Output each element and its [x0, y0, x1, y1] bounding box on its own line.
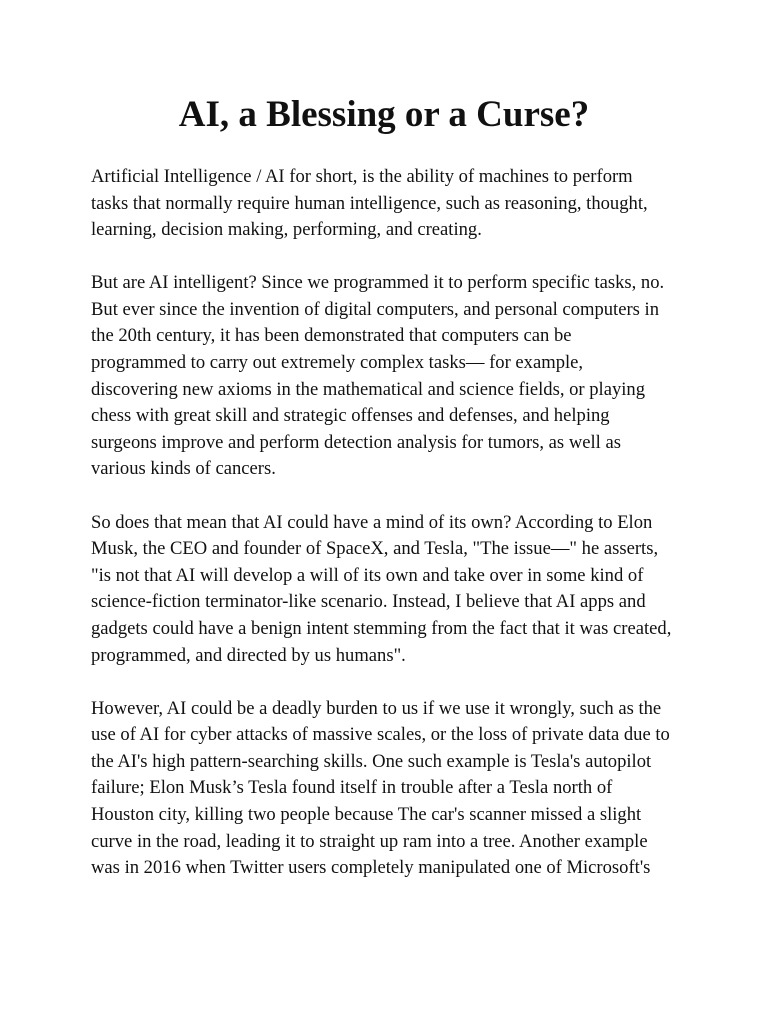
text-line: But are AI intelligent? Since we programmed it to perform specific tasks, no. [91, 272, 665, 294]
text-line: chess with great skill and strategic offenses and defenses, and helping [91, 405, 610, 427]
paragraph-ai-intelligence [91, 270, 691, 483]
text-line: learning, decision making, performing, and creating. [91, 219, 482, 241]
text-line: Artificial Intelligence / AI for short, is the ability of machines to perform [91, 166, 633, 187]
text-line: Houston city, killing two people because The car's scanner missed a slight [91, 803, 642, 825]
paragraph-elon-musk-quote [91, 510, 691, 670]
document-body [91, 164, 691, 908]
text-line: science-fiction terminator-like scenario. Instead, I believe that AI apps and [91, 591, 646, 613]
text-line: programmed, and directed by us humans". [91, 644, 406, 666]
text-line: various kinds of cancers. [91, 458, 276, 480]
paragraph-ai-dangers [91, 696, 691, 882]
text-line: discovering new axioms in the mathematical and science fields, or playing [91, 378, 646, 400]
text-line: However, AI could be a deadly burden to us if we use it wrongly, such as the [91, 697, 662, 719]
text-line: use of AI for cyber attacks of massive scales, or the loss of private data due to [91, 724, 670, 746]
text-line: tasks that normally require human intelligence, such as reasoning, thought, [91, 192, 648, 214]
page-title: AI, a Blessing or a Curse? [178, 94, 590, 135]
text-line: So does that mean that AI could have a mind of its own? According to Elon [91, 511, 653, 533]
text-line: gadgets could have a benign intent stemming from the fact that it was created, [91, 617, 672, 639]
text-line: the 20th century, it has been demonstrated that computers can be [91, 325, 572, 347]
text-line: Musk, the CEO and founder of SpaceX, and Tesla, "The issue—" he asserts, [91, 538, 659, 560]
text-line: curve in the road, leading it to straight up ram into a tree. Another example [91, 830, 648, 852]
text-line: programmed to carry out extremely complex tasks— for example, [91, 352, 584, 374]
text-line: the AI's high pattern-searching skills. One such example is Tesla's autopilot [91, 750, 652, 772]
text-line: "is not that AI will develop a will of its own and take over in some kind of [91, 564, 644, 586]
text-line: But ever since the invention of digital computers, and personal computers in [91, 298, 659, 320]
text-line: surgeons improve and perform detection analysis for tumors, as well as [91, 431, 621, 453]
paragraph-ai-definition [91, 164, 691, 244]
text-line: was in 2016 when Twitter users completely manipulated one of Microsoft's [91, 857, 651, 879]
text-line: failure; Elon Musk’s Tesla found itself in trouble after a Tesla north of [91, 777, 613, 799]
